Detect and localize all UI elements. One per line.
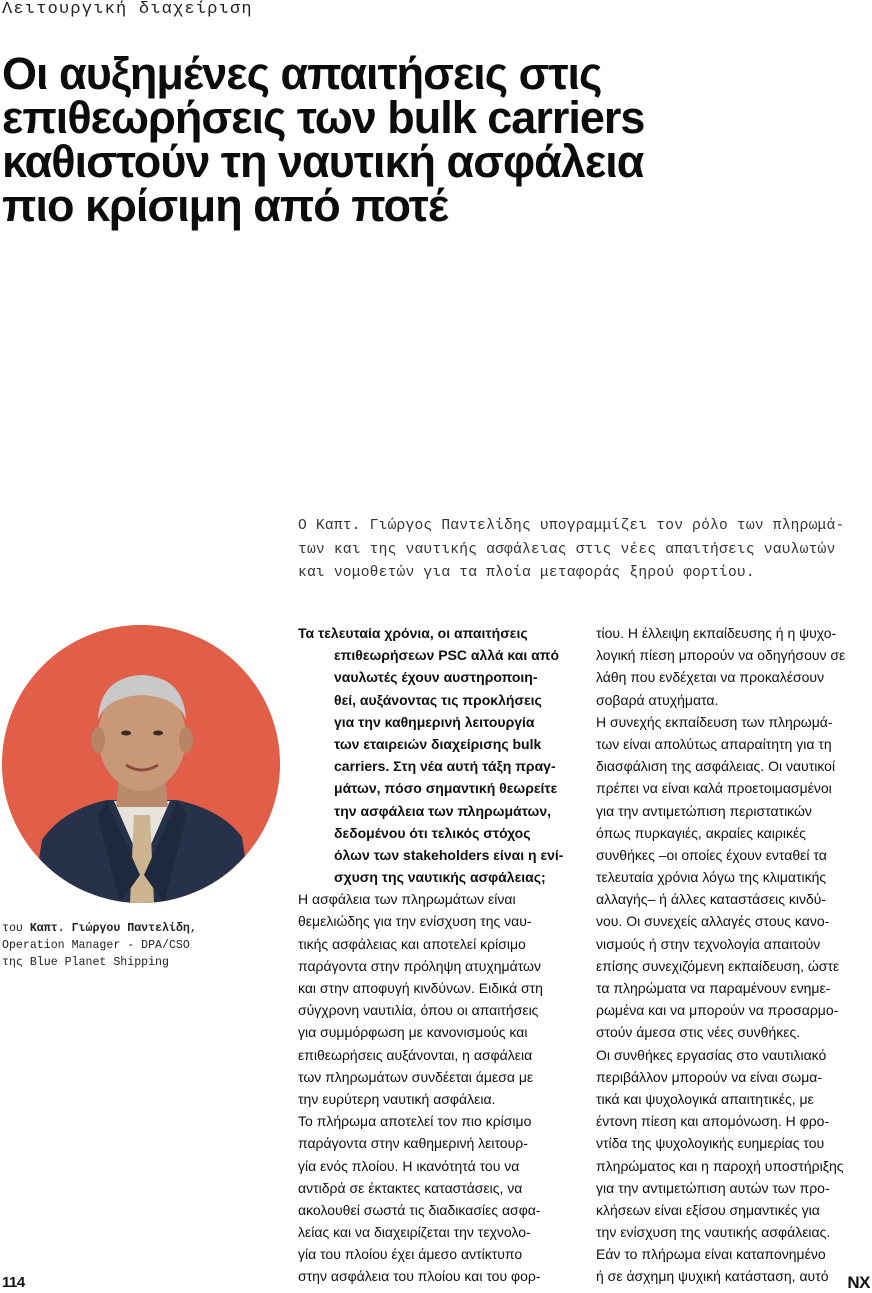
body-line: την ευρύτερη ναυτική ασφάλεια. — [298, 1090, 496, 1107]
body-line: διασφάλιση της ασφάλειας. Οι ναυτικοί — [596, 758, 836, 775]
question-line: Τα τελευταία χρόνια, οι απαιτήσεις — [298, 625, 528, 641]
article-intro — [298, 515, 870, 586]
body-line: στην ασφάλεια του πλοίου και του φορ- — [298, 1268, 541, 1285]
body-line: Η ασφάλεια των πληρωμάτων είναι — [298, 891, 516, 908]
caption-line — [2, 920, 282, 937]
question-line: μάτων, πόσο σημαντική θεωρείτε — [334, 780, 558, 797]
body-line: των πληρωμάτων συνδέεται άμεσα με — [298, 1068, 534, 1085]
headline-line: πιο κρίσιμη από ποτέ — [2, 180, 448, 231]
question-line: των εταιρειών διαχείρισης bulk — [334, 735, 542, 752]
headline-line: καθιστούν τη ναυτική ασφάλεια — [2, 136, 644, 187]
caption-suffix: , — [189, 922, 197, 935]
body-line: επιθεωρήσεις αυξάνονται, η ασφάλεια — [298, 1046, 533, 1063]
question-line: για την καθημερινή λειτουργία — [334, 713, 535, 730]
headline-line: Οι αυξημένες απαιτήσεις στις — [2, 48, 602, 99]
body-line: θεμελιώδης για την ενίσχυση της ναυ- — [298, 913, 532, 930]
question-line: θεί, αυξάνοντας τις προκλήσεις — [334, 691, 542, 708]
question-line: όλων των stakeholders είναι η ενί- — [334, 846, 564, 863]
body-line: τικής ασφάλειας και αποτελεί κρίσιμο — [298, 935, 526, 952]
body-line: των είναι απολύτως απαραίτητη για τη — [596, 735, 832, 752]
body-line: Οι συνθήκες εργασίας στο ναυτιλιακό — [596, 1046, 827, 1063]
interview-question — [298, 622, 578, 888]
body-line: Εάν το πλήρωμα είναι καταπονημένο — [596, 1246, 826, 1263]
body-line: παράγοντα στην πρόληψη ατυχημάτων — [298, 957, 541, 974]
body-line: επίσης συνεχιζόμενη εκπαίδευση, ώστε — [596, 957, 840, 974]
page-number: 114 — [2, 1274, 25, 1291]
body-line: κλήσεων είναι εξίσου σημαντικές για — [596, 1201, 820, 1218]
body-line: τικά και ψυχολογικά απαιτητικές, με — [596, 1090, 814, 1107]
body-line: πρέπει να είναι καλά προετοιμασμένοι — [596, 780, 832, 797]
body-line: λάθη που ενδέχεται να προκαλέσουν — [596, 669, 825, 686]
body-line: ρωμένα και να μπορούν να προσαρμο- — [596, 1002, 839, 1019]
body-line: περιβάλλον μπορούν να είναι σωμα- — [596, 1068, 823, 1085]
question-line: carriers. Στη νέα αυτή τάξη πραγ- — [334, 758, 556, 775]
answer-body — [298, 888, 578, 1287]
body-line: γία ενός πλοίου. Η ικανότητά του να — [298, 1157, 520, 1174]
body-line: για την αντιμετώπιση περιστατικών — [596, 802, 812, 819]
body-line: την ενίσχυση της ναυτικής ασφάλειας. — [596, 1224, 831, 1241]
body-line: λογική πίεση μπορούν να οδηγήσουν σε — [596, 647, 846, 664]
body-line: νου. Οι συνεχείς αλλαγές στους κανο- — [596, 913, 830, 930]
body-line: σύγχρονη ναυτιλία, όπου οι απαιτήσεις — [298, 1002, 539, 1019]
caption-prefix: του — [2, 922, 30, 935]
question-line: επιθεωρήσεων PSC αλλά και από — [334, 647, 560, 664]
body-line: Η συνεχής εκπαίδευση των πληρωμά- — [596, 713, 833, 730]
question-line: την ασφάλεια των πληρωμάτων, — [334, 802, 552, 819]
section-label: Λειτουργική διαχείριση — [2, 0, 253, 19]
body-line: σοβαρά ατυχήματα. — [596, 691, 719, 708]
body-line: παράγοντα στην καθημερινή λειτουρ- — [298, 1135, 528, 1152]
question-line: ναυλωτές έχουν αυστηροποιη- — [334, 669, 538, 686]
question-line: δεδομένου ότι τελικός στόχος — [334, 824, 531, 841]
author-caption — [2, 920, 282, 971]
text-column-1 — [298, 622, 578, 1288]
brand-logo: NX — [847, 1273, 870, 1292]
text-column-2 — [596, 622, 872, 1288]
body-line: για συμμόρφωση με κανονισμούς και — [298, 1024, 528, 1041]
intro-line: και νομοθετών για τα πλοία μεταφοράς ξηρού φορτίου. — [298, 565, 755, 581]
body-line: έντονη πίεση και απομόνωση. Η φρο- — [596, 1113, 830, 1130]
body-line: ακολουθεί σωστά τις διαδικασίες ασφα- — [298, 1201, 541, 1218]
author-name: Καπτ. Γιώργου Παντελίδη — [29, 922, 190, 935]
body-line: ή σε άσχημη ψυχική κατάσταση, αυτό — [596, 1268, 829, 1285]
body-line: και στην αποφυγή κινδύνων. Ειδικά στη — [298, 980, 543, 996]
body-line: στούν άμεσα στις νέες συνθήκες. — [596, 1024, 801, 1041]
body-line: αντιδρά σε έκτακτες καταστάσεις, να — [298, 1179, 523, 1196]
article-headline — [2, 48, 862, 231]
body-line: αλλαγής– ή άλλες καταστάσεις κινδύ- — [596, 891, 827, 908]
question-line: σχυση της ναυτικής ασφάλειας; — [334, 869, 546, 886]
body-line: Το πλήρωμα αποτελεί τον πιο κρίσιμο — [298, 1113, 532, 1130]
author-photo-illustration — [2, 625, 280, 903]
author-role: Operation Manager - DPA/CSO — [2, 939, 190, 952]
author-portrait — [2, 625, 280, 903]
body-line: τα πληρώματα να παραμένουν ενημε- — [596, 980, 831, 996]
headline-line: επιθεωρήσεις των bulk carriers — [2, 92, 645, 143]
body-line: ντίδα της ψυχολογικής ευημερίας του — [596, 1135, 825, 1152]
intro-line: Ο Καπτ. Γιώργος Παντελίδης υπογραμμίζει τον ρόλο των πληρωμά- — [298, 518, 845, 534]
body-line: συνθήκες –οι οποίες έχουν ενταθεί τα — [596, 846, 827, 863]
intro-line: των και της ναυτικής ασφάλειας στις νέες απαιτήσεις ναυλωτών — [298, 541, 836, 558]
body-line: γία του πλοίου έχει άμεσο αντίκτυπο — [298, 1246, 523, 1263]
body-line: λείας και να διαχειρίζεται την τεχνολο- — [298, 1224, 531, 1241]
body-line: νισμούς ή στην τεχνολογία απαιτούν — [596, 935, 821, 952]
body-line: όπως πυρκαγιές, ακραίες καιρικές — [596, 824, 806, 841]
body-line: πληρώματος και η παροχή υποστήριξης — [596, 1157, 844, 1174]
body-line: για την αντιμετώπιση αυτών των προ- — [596, 1179, 830, 1196]
body-line: τελευταία χρόνια λόγω της κλιματικής — [596, 869, 827, 886]
author-company: της Blue Planet Shipping — [2, 956, 169, 969]
body-line: τίου. Η έλλειψη εκπαίδευσης ή η ψυχο- — [596, 625, 837, 641]
